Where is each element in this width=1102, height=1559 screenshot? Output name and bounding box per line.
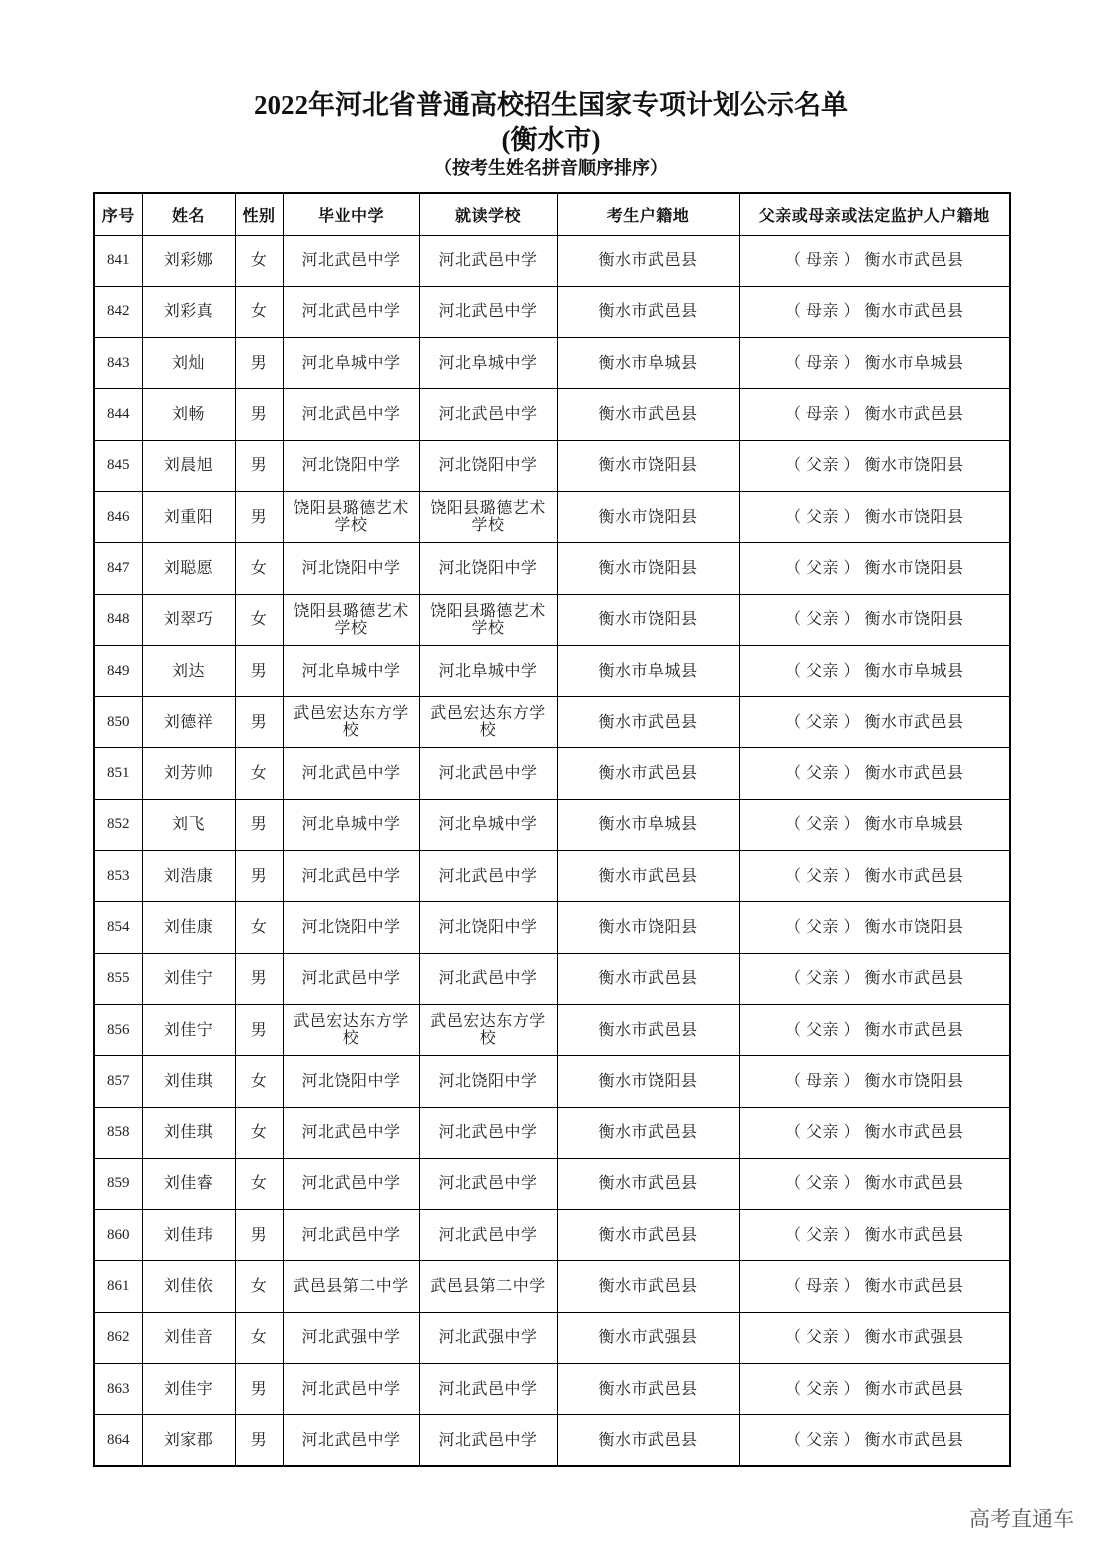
guardian-registration-cell: （ 父亲 ） 衡水市武邑县: [739, 851, 1010, 902]
table-row: [94, 799, 1010, 850]
current-school-cell: 河北饶阳中学: [419, 440, 557, 491]
name-cell: 刘佳玮: [142, 1210, 235, 1261]
table-row: [94, 594, 1010, 645]
table-row: [94, 902, 1010, 953]
household-registration-cell: 衡水市武邑县: [557, 1415, 739, 1466]
guardian-registration-cell: （ 母亲 ） 衡水市阜城县: [739, 338, 1010, 389]
name-cell: 刘彩真: [142, 286, 235, 337]
graduation-school-cell: 河北阜城中学: [283, 645, 419, 696]
graduation-school-cell: 河北武邑中学: [283, 748, 419, 799]
current-school-cell: 河北阜城中学: [419, 799, 557, 850]
gender-cell: 男: [235, 491, 283, 542]
table-row: [94, 1261, 1010, 1312]
household-registration-cell: 衡水市武邑县: [557, 1261, 739, 1312]
header-gender: 性别: [235, 193, 283, 235]
watermark: 高考直通车: [969, 1507, 1074, 1531]
gender-cell: 女: [235, 1312, 283, 1363]
header-graduation-school: 毕业中学: [283, 193, 419, 235]
household-registration-cell: 衡水市饶阳县: [557, 491, 739, 542]
household-registration-cell: 衡水市武邑县: [557, 389, 739, 440]
gender-cell: 男: [235, 1210, 283, 1261]
name-cell: 刘佳宇: [142, 1364, 235, 1415]
header-row: [94, 193, 1010, 235]
current-school-cell: 河北武强中学: [419, 1312, 557, 1363]
guardian-registration-cell: （ 母亲 ） 衡水市武邑县: [739, 286, 1010, 337]
graduation-school-cell: 武邑县第二中学: [283, 1261, 419, 1312]
table-row: [94, 1107, 1010, 1158]
table-row: [94, 1158, 1010, 1209]
graduation-school-cell: 河北武邑中学: [283, 235, 419, 286]
name-cell: 刘佳音: [142, 1312, 235, 1363]
row-number-cell: 862: [94, 1312, 142, 1363]
gender-cell: 男: [235, 697, 283, 748]
guardian-registration-cell: （ 母亲 ） 衡水市武邑县: [739, 1261, 1010, 1312]
graduation-school-cell: 河北武邑中学: [283, 1364, 419, 1415]
household-registration-cell: 衡水市武邑县: [557, 1158, 739, 1209]
household-registration-cell: 衡水市饶阳县: [557, 594, 739, 645]
gender-cell: 女: [235, 594, 283, 645]
guardian-registration-cell: （ 父亲 ） 衡水市武邑县: [739, 697, 1010, 748]
guardian-registration-cell: （ 父亲 ） 衡水市饶阳县: [739, 440, 1010, 491]
gender-cell: 女: [235, 1056, 283, 1107]
row-number-cell: 845: [94, 440, 142, 491]
table-row: [94, 440, 1010, 491]
gender-cell: 男: [235, 851, 283, 902]
household-registration-cell: 衡水市武邑县: [557, 1210, 739, 1261]
guardian-registration-cell: （ 父亲 ） 衡水市武强县: [739, 1312, 1010, 1363]
table-row: [94, 953, 1010, 1004]
table-row: [94, 1312, 1010, 1363]
graduation-school-cell: 河北武邑中学: [283, 286, 419, 337]
guardian-registration-cell: （ 母亲 ） 衡水市武邑县: [739, 389, 1010, 440]
graduation-school-cell: 河北武邑中学: [283, 953, 419, 1004]
row-number-cell: 841: [94, 235, 142, 286]
current-school-cell: 武邑宏达东方学校: [419, 1004, 557, 1055]
current-school-cell: 河北饶阳中学: [419, 902, 557, 953]
name-cell: 刘佳宁: [142, 953, 235, 1004]
guardian-registration-cell: （ 父亲 ） 衡水市武邑县: [739, 1107, 1010, 1158]
guardian-registration-cell: （ 父亲 ） 衡水市武邑县: [739, 748, 1010, 799]
name-cell: 刘佳康: [142, 902, 235, 953]
current-school-cell: 河北武邑中学: [419, 1210, 557, 1261]
table-row: [94, 235, 1010, 286]
gender-cell: 女: [235, 235, 283, 286]
graduation-school-cell: 饶阳县璐德艺术学校: [283, 491, 419, 542]
guardian-registration-cell: （ 父亲 ） 衡水市阜城县: [739, 645, 1010, 696]
header-household-registration: 考生户籍地: [557, 193, 739, 235]
current-school-cell: 武邑县第二中学: [419, 1261, 557, 1312]
table-row: [94, 1056, 1010, 1107]
row-number-cell: 864: [94, 1415, 142, 1466]
graduation-school-cell: 河北武邑中学: [283, 851, 419, 902]
household-registration-cell: 衡水市武强县: [557, 1312, 739, 1363]
household-registration-cell: 衡水市武邑县: [557, 1107, 739, 1158]
gender-cell: 女: [235, 1158, 283, 1209]
header-current-school: 就读学校: [419, 193, 557, 235]
row-number-cell: 861: [94, 1261, 142, 1312]
guardian-registration-cell: （ 父亲 ） 衡水市饶阳县: [739, 902, 1010, 953]
current-school-cell: 河北武邑中学: [419, 1415, 557, 1466]
gender-cell: 男: [235, 338, 283, 389]
graduation-school-cell: 河北阜城中学: [283, 338, 419, 389]
gender-cell: 女: [235, 286, 283, 337]
gender-cell: 女: [235, 902, 283, 953]
row-number-cell: 848: [94, 594, 142, 645]
name-cell: 刘重阳: [142, 491, 235, 542]
document-subtitle: (衡水市): [501, 125, 601, 155]
current-school-cell: 武邑宏达东方学校: [419, 697, 557, 748]
current-school-cell: 河北武邑中学: [419, 286, 557, 337]
current-school-cell: 河北武邑中学: [419, 851, 557, 902]
graduation-school-cell: 武邑宏达东方学校: [283, 1004, 419, 1055]
gender-cell: 女: [235, 748, 283, 799]
guardian-registration-cell: （ 父亲 ） 衡水市武邑县: [739, 1364, 1010, 1415]
household-registration-cell: 衡水市武邑县: [557, 286, 739, 337]
table-header: [94, 193, 1010, 235]
row-number-cell: 846: [94, 491, 142, 542]
table-body: [94, 235, 1010, 1466]
row-number-cell: 851: [94, 748, 142, 799]
current-school-cell: 河北武邑中学: [419, 953, 557, 1004]
table-row: [94, 389, 1010, 440]
name-cell: 刘畅: [142, 389, 235, 440]
guardian-registration-cell: （ 父亲 ） 衡水市饶阳县: [739, 594, 1010, 645]
table-row: [94, 697, 1010, 748]
household-registration-cell: 衡水市武邑县: [557, 748, 739, 799]
name-cell: 刘佳睿: [142, 1158, 235, 1209]
name-cell: 刘聪愿: [142, 543, 235, 594]
graduation-school-cell: 武邑宏达东方学校: [283, 697, 419, 748]
table-row: [94, 286, 1010, 337]
guardian-registration-cell: （ 父亲 ） 衡水市饶阳县: [739, 543, 1010, 594]
name-cell: 刘佳琪: [142, 1107, 235, 1158]
gender-cell: 男: [235, 953, 283, 1004]
name-cell: 刘晨旭: [142, 440, 235, 491]
gender-cell: 男: [235, 440, 283, 491]
current-school-cell: 河北武邑中学: [419, 748, 557, 799]
guardian-registration-cell: （ 父亲 ） 衡水市武邑县: [739, 1004, 1010, 1055]
gender-cell: 男: [235, 1364, 283, 1415]
name-cell: 刘家郡: [142, 1415, 235, 1466]
gender-cell: 女: [235, 1261, 283, 1312]
graduation-school-cell: 河北武邑中学: [283, 389, 419, 440]
current-school-cell: 河北武邑中学: [419, 235, 557, 286]
graduation-school-cell: 河北饶阳中学: [283, 543, 419, 594]
household-registration-cell: 衡水市饶阳县: [557, 543, 739, 594]
table-row: [94, 1364, 1010, 1415]
row-number-cell: 857: [94, 1056, 142, 1107]
current-school-cell: 饶阳县璐德艺术学校: [419, 491, 557, 542]
graduation-school-cell: 河北饶阳中学: [283, 1056, 419, 1107]
graduation-school-cell: 河北武邑中学: [283, 1107, 419, 1158]
row-number-cell: 853: [94, 851, 142, 902]
name-cell: 刘佳依: [142, 1261, 235, 1312]
household-registration-cell: 衡水市武邑县: [557, 1364, 739, 1415]
row-number-cell: 859: [94, 1158, 142, 1209]
guardian-registration-cell: （ 父亲 ） 衡水市武邑县: [739, 953, 1010, 1004]
row-number-cell: 849: [94, 645, 142, 696]
row-number-cell: 852: [94, 799, 142, 850]
name-cell: 刘达: [142, 645, 235, 696]
name-cell: 刘浩康: [142, 851, 235, 902]
current-school-cell: 河北武邑中学: [419, 1364, 557, 1415]
row-number-cell: 854: [94, 902, 142, 953]
row-number-cell: 844: [94, 389, 142, 440]
household-registration-cell: 衡水市武邑县: [557, 1004, 739, 1055]
table-row: [94, 1004, 1010, 1055]
current-school-cell: 河北阜城中学: [419, 645, 557, 696]
row-number-cell: 863: [94, 1364, 142, 1415]
table-row: [94, 1415, 1010, 1466]
household-registration-cell: 衡水市饶阳县: [557, 902, 739, 953]
name-cell: 刘翠巧: [142, 594, 235, 645]
name-cell: 刘灿: [142, 338, 235, 389]
current-school-cell: 河北武邑中学: [419, 1158, 557, 1209]
name-cell: 刘芳帅: [142, 748, 235, 799]
document-sort-note: （按考生姓名拼音顺序排序）: [434, 158, 668, 178]
row-number-cell: 860: [94, 1210, 142, 1261]
household-registration-cell: 衡水市阜城县: [557, 338, 739, 389]
graduation-school-cell: 河北武强中学: [283, 1312, 419, 1363]
table-row: [94, 748, 1010, 799]
row-number-cell: 843: [94, 338, 142, 389]
name-cell: 刘德祥: [142, 697, 235, 748]
household-registration-cell: 衡水市饶阳县: [557, 1056, 739, 1107]
current-school-cell: 饶阳县璐德艺术学校: [419, 594, 557, 645]
graduation-school-cell: 河北饶阳中学: [283, 902, 419, 953]
row-number-cell: 842: [94, 286, 142, 337]
guardian-registration-cell: （ 父亲 ） 衡水市武邑县: [739, 1415, 1010, 1466]
name-cell: 刘佳琪: [142, 1056, 235, 1107]
household-registration-cell: 衡水市武邑县: [557, 697, 739, 748]
current-school-cell: 河北饶阳中学: [419, 1056, 557, 1107]
current-school-cell: 河北阜城中学: [419, 338, 557, 389]
row-number-cell: 850: [94, 697, 142, 748]
current-school-cell: 河北武邑中学: [419, 389, 557, 440]
household-registration-cell: 衡水市武邑县: [557, 851, 739, 902]
roster-table: [93, 192, 1011, 1467]
gender-cell: 男: [235, 1004, 283, 1055]
table-row: [94, 1210, 1010, 1261]
table-row: [94, 338, 1010, 389]
table-row: [94, 645, 1010, 696]
gender-cell: 女: [235, 543, 283, 594]
table-row: [94, 543, 1010, 594]
row-number-cell: 855: [94, 953, 142, 1004]
gender-cell: 男: [235, 389, 283, 440]
gender-cell: 女: [235, 1107, 283, 1158]
guardian-registration-cell: （ 母亲 ） 衡水市武邑县: [739, 235, 1010, 286]
document-title: 2022年河北省普通高校招生国家专项计划公示名单: [254, 90, 848, 120]
row-number-cell: 858: [94, 1107, 142, 1158]
guardian-registration-cell: （ 父亲 ） 衡水市武邑县: [739, 1158, 1010, 1209]
table-row: [94, 851, 1010, 902]
row-number-cell: 856: [94, 1004, 142, 1055]
name-cell: 刘彩娜: [142, 235, 235, 286]
graduation-school-cell: 河北武邑中学: [283, 1210, 419, 1261]
graduation-school-cell: 河北武邑中学: [283, 1158, 419, 1209]
household-registration-cell: 衡水市饶阳县: [557, 440, 739, 491]
gender-cell: 男: [235, 799, 283, 850]
household-registration-cell: 衡水市武邑县: [557, 953, 739, 1004]
guardian-registration-cell: （ 父亲 ） 衡水市阜城县: [739, 799, 1010, 850]
guardian-registration-cell: （ 父亲 ） 衡水市饶阳县: [739, 491, 1010, 542]
graduation-school-cell: 河北武邑中学: [283, 1415, 419, 1466]
header-name: 姓名: [142, 193, 235, 235]
row-number-cell: 847: [94, 543, 142, 594]
graduation-school-cell: 河北阜城中学: [283, 799, 419, 850]
gender-cell: 男: [235, 645, 283, 696]
header-row-number: 序号: [94, 193, 142, 235]
name-cell: 刘佳宁: [142, 1004, 235, 1055]
gender-cell: 男: [235, 1415, 283, 1466]
graduation-school-cell: 饶阳县璐德艺术学校: [283, 594, 419, 645]
graduation-school-cell: 河北饶阳中学: [283, 440, 419, 491]
header-guardian-registration: 父亲或母亲或法定监护人户籍地: [739, 193, 1010, 235]
household-registration-cell: 衡水市阜城县: [557, 645, 739, 696]
current-school-cell: 河北饶阳中学: [419, 543, 557, 594]
household-registration-cell: 衡水市阜城县: [557, 799, 739, 850]
guardian-registration-cell: （ 母亲 ） 衡水市饶阳县: [739, 1056, 1010, 1107]
name-cell: 刘飞: [142, 799, 235, 850]
current-school-cell: 河北武邑中学: [419, 1107, 557, 1158]
household-registration-cell: 衡水市武邑县: [557, 235, 739, 286]
guardian-registration-cell: （ 父亲 ） 衡水市武邑县: [739, 1210, 1010, 1261]
table-row: [94, 491, 1010, 542]
